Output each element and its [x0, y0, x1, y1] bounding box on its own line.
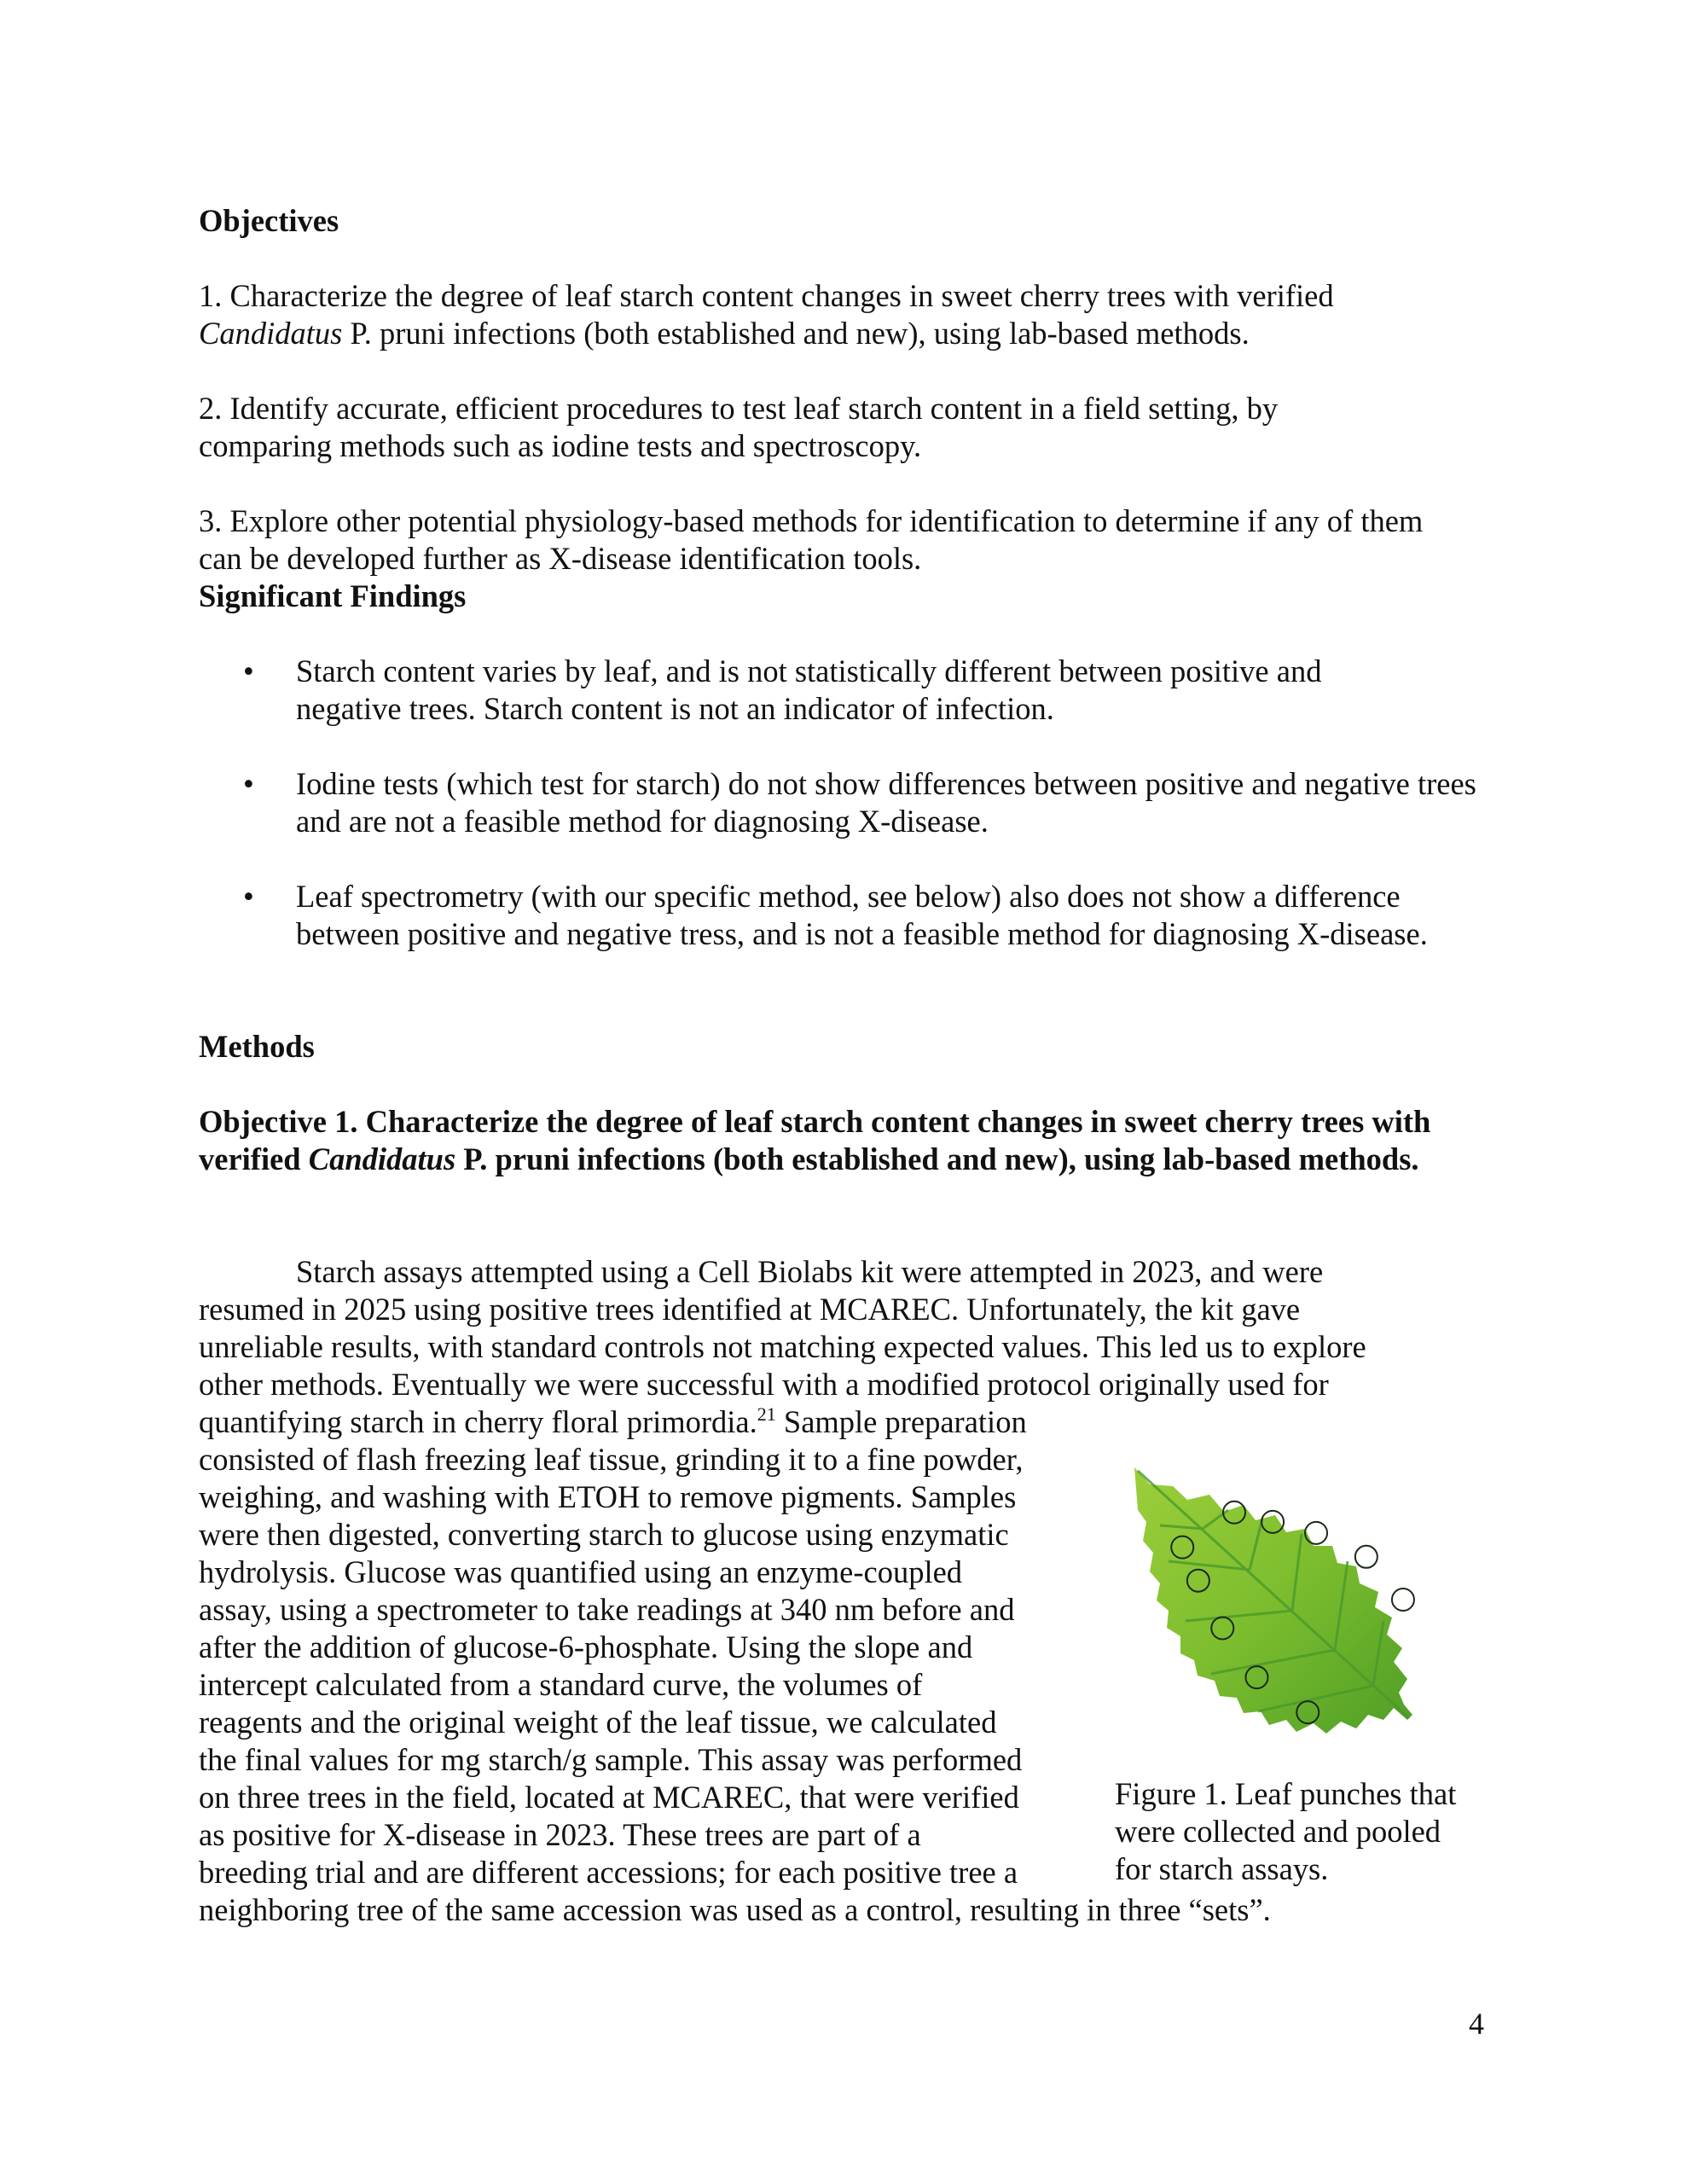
objective1-heading [199, 1103, 1453, 1178]
paragraph-line: Starch assays attempted using a Cell Biolabs kit were attempted in 2023, and were [296, 1254, 1324, 1289]
paragraph-line: intercept calculated from a standard curve, the volumes of [199, 1667, 923, 1702]
findings-list [199, 653, 1504, 728]
species-name: Candidatus [199, 316, 343, 351]
objective-number: 1. [199, 278, 223, 313]
figure-caption [1115, 1775, 1516, 1888]
objective-text: Explore other potential physiology-based methods for identification to determine if any of them can be developed further as X-disease identification tools. [199, 503, 1424, 576]
objective1-text: Objective 1. Characterize the degree of leaf starch content changes in sweet cherry trees with verified [199, 1104, 1431, 1176]
paragraph-line: unreliable results, with standard controls not matching expected values. This led us to explore [199, 1329, 1366, 1364]
punch-circle [1355, 1546, 1378, 1568]
footnote-reference[interactable]: 21 [757, 1403, 776, 1425]
paragraph-line: weighing, and washing with ETOH to remove pigments. Samples [199, 1479, 1017, 1514]
paragraph-line: resumed in 2025 using positive trees identified at MCAREC. Unfortunately, the kit gave [199, 1292, 1301, 1327]
paragraph-line: consisted of flash freezing leaf tissue, grinding it to a fine powder, [199, 1442, 1024, 1477]
objectives-heading: Objectives [199, 203, 339, 238]
species-name: Candidatus [308, 1141, 456, 1176]
paragraph-line: the final values for mg starch/g sample. This assay was performed [199, 1742, 1023, 1777]
methods-heading: Methods [199, 1029, 315, 1064]
punch-circle [1392, 1589, 1414, 1611]
finding-item [199, 878, 1473, 953]
objective-text: Characterize the degree of leaf starch content changes in sweet cherry trees with verified [229, 278, 1334, 313]
finding-text: Starch content varies by leaf, and is not statistically different between positive and negative trees. Starch content is not an indicator of infection. [296, 653, 1322, 726]
paragraph-line: other methods. Eventually we were successful with a modified protocol originally used for [199, 1367, 1329, 1402]
paragraph-line: after the addition of glucose-6-phosphate. Using the slope and [199, 1629, 973, 1664]
paragraph-line: as positive for X-disease in 2023. These trees are part of a [199, 1817, 921, 1852]
paragraph-line: on three trees in the field, located at MCAREC, that were verified [199, 1780, 1019, 1815]
paragraph-line: quantifying starch in cherry floral primordia.$^{21}$ Sample preparation [199, 1403, 1027, 1439]
leaf-figure [1109, 1433, 1501, 1774]
finding-text: Leaf spectrometry (with our specific method, see below) also does not show a difference between positive and negative tress, and is not a feasible method for diagnosing X-disease. [296, 879, 1428, 951]
caption-line: were collected and pooled [1115, 1814, 1441, 1849]
objective-item-2 [199, 390, 1376, 465]
finding-item [199, 765, 1516, 840]
paragraph-line: assay, using a spectrometer to take readings at 340 nm before and [199, 1592, 1015, 1627]
objective-number: 2. [199, 391, 223, 426]
punch-circle [1305, 1522, 1327, 1544]
findings-list-2 [199, 765, 1504, 840]
objective-text: Identify accurate, efficient procedures to test leaf starch content in a field setting, by comparing methods such as iodine tests and spectroscopy. [199, 391, 1279, 463]
objective-item-3 [199, 502, 1444, 578]
objective-text-cont: P. pruni infections (both established and new), using lab-based methods. [350, 316, 1250, 351]
bullet-icon: • [243, 766, 254, 801]
findings-heading: Significant Findings [199, 578, 467, 613]
paragraph-line: hydrolysis. Glucose was quantified using an enzyme-coupled [199, 1554, 963, 1589]
paragraph-line: neighboring tree of the same accession was used as a control, resulting in three “sets”. [199, 1892, 1271, 1927]
finding-text: Iodine tests (which test for starch) do not show differences between positive and negative trees and are not a feasible method for diagnosing X-disease. [296, 766, 1476, 839]
caption-line: Figure 1. Leaf punches that [1115, 1776, 1457, 1811]
page-number: 4 [1469, 2007, 1484, 2041]
objective1-text-cont: P. pruni infections (both established and new), using lab-based methods. [463, 1141, 1419, 1176]
findings-list-3 [199, 878, 1504, 953]
paragraph-line: reagents and the original weight of the leaf tissue, we calculated [199, 1705, 997, 1740]
objective-number: 3. [199, 503, 223, 538]
paragraph-line: breeding trial and are different accessions; for each positive tree a [199, 1855, 1018, 1890]
finding-item [199, 653, 1430, 728]
paragraph-line: were then digested, converting starch to glucose using enzymatic [199, 1517, 1009, 1552]
objective-item-1 [199, 277, 1504, 352]
bullet-icon: • [243, 653, 254, 688]
bullet-icon: • [243, 879, 254, 914]
caption-line: for starch assays. [1115, 1851, 1329, 1886]
